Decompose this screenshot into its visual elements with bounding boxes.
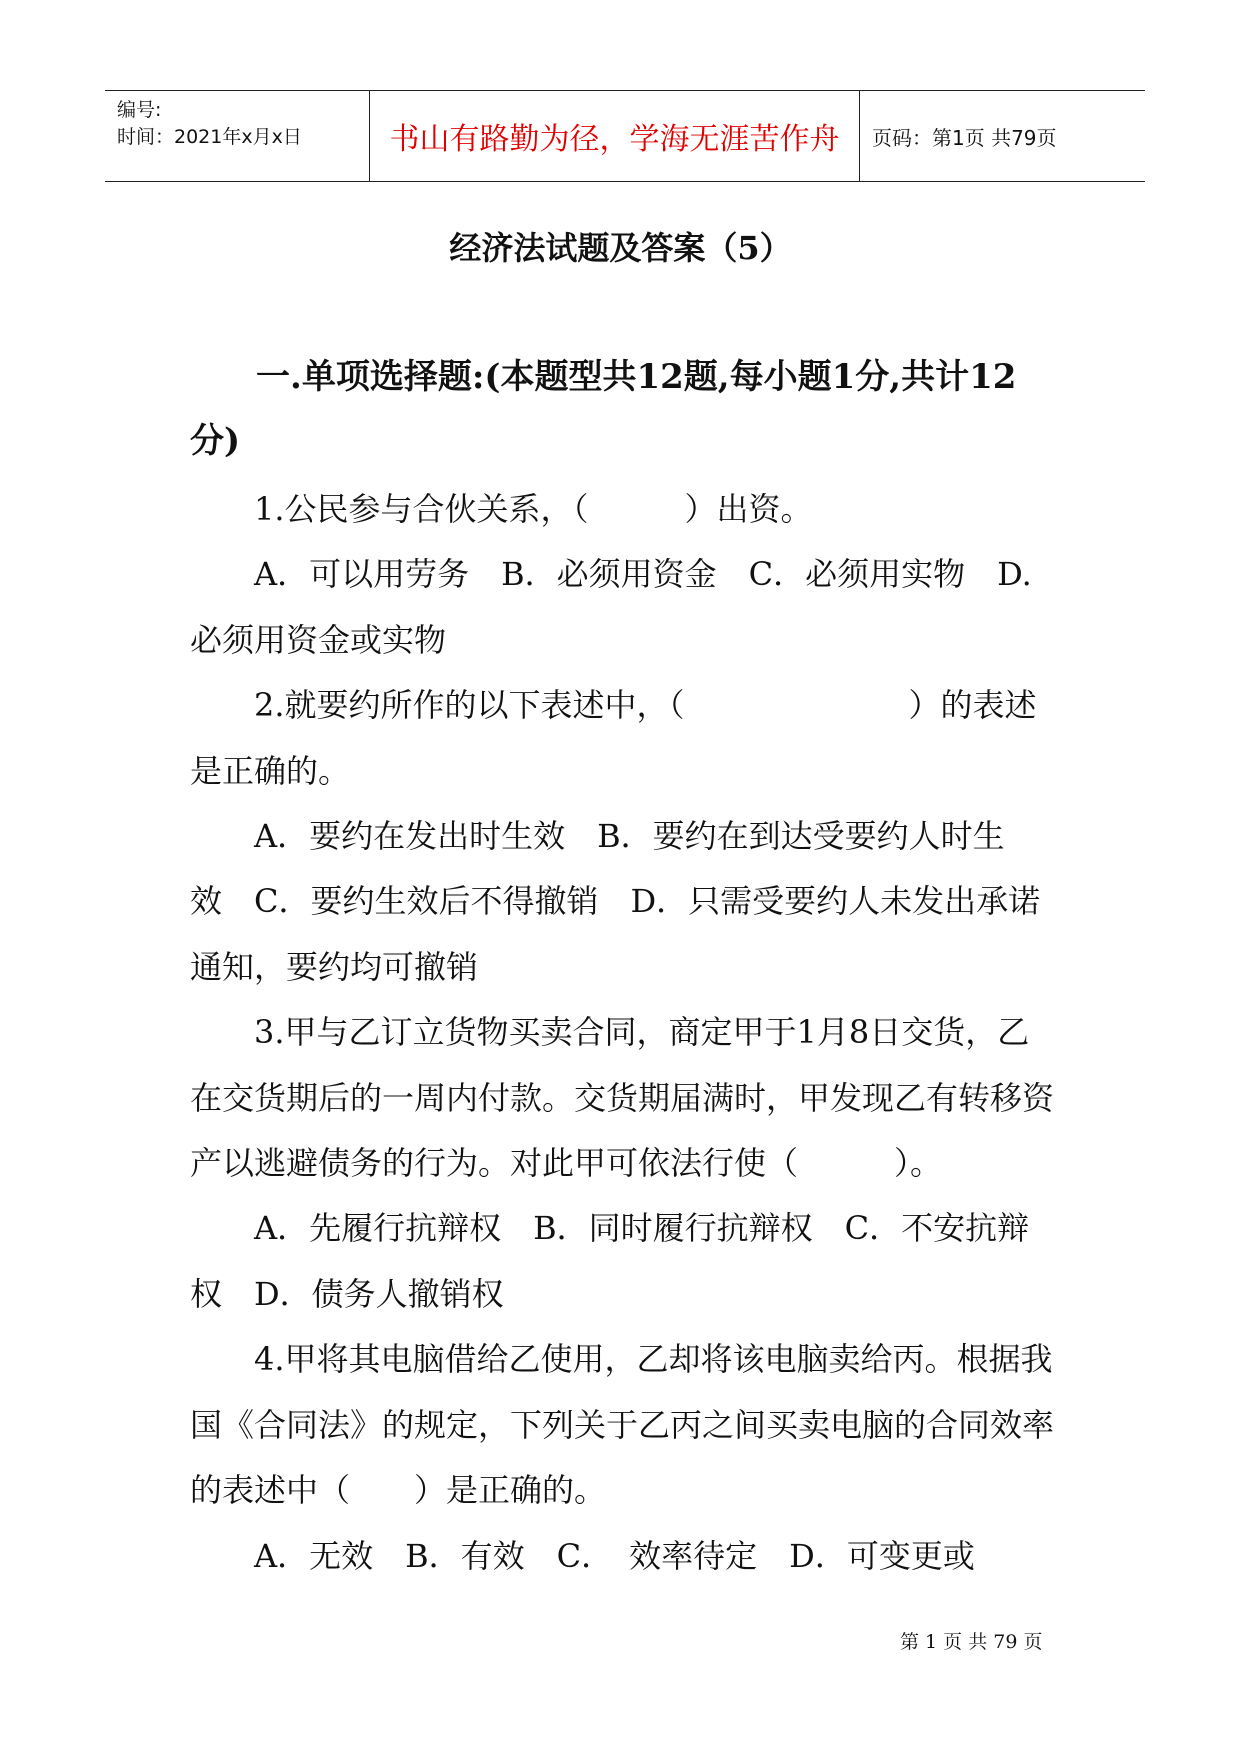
option: D．债务人撤销权 <box>254 1274 504 1313</box>
question-options <box>190 542 1060 673</box>
question-stem: 4.甲将其电脑借给乙使用，乙却将该电脑卖给丙。根据我国《合同法》的规定，下列关于乙丙之间买卖电脑的合同效率的表述中（ ）是正确的。 <box>190 1340 1055 1510</box>
header-page-label: 页码：第1页 共79页 <box>872 125 1057 150</box>
option: D. 必须用资金或实物 <box>190 555 1032 659</box>
option: B．要约在到达受要约人时生效 <box>190 817 1005 921</box>
option: B．必须用资金 <box>501 555 717 594</box>
option: D．可变更或 <box>789 1536 975 1575</box>
option: C．必须用实物 <box>748 555 966 594</box>
question-stem: 2.就要约所作的以下表述中，（ ）的表述是正确的。 <box>190 686 1037 790</box>
document-number-label: 编号: <box>117 99 162 121</box>
page-footer: 第 1 页 共 79 页 <box>900 1631 1043 1653</box>
option: B．有效 <box>405 1536 525 1575</box>
document-time-label: 时间：2021年x月x日 <box>117 126 302 148</box>
header-motto: 书山有路勤为径，学海无涯苦作舟 <box>370 91 860 181</box>
option: D．只需受要约人未发出承诺通知，要约均可撤销 <box>190 882 1041 986</box>
option: A．无效 <box>254 1536 374 1575</box>
option: B．同时履行抗辩权 <box>533 1209 813 1248</box>
question-stem: 3.甲与乙订立货物买卖合同，商定甲于1月8日交货，乙在交货期后的一周内付款。交货期届满时，甲发现乙有转移资产以逃避债务的行为。对此甲可依法行使（ ）。 <box>190 1013 1055 1183</box>
option: C． 效率待定 <box>556 1536 758 1575</box>
option: A．可以用劳务 <box>254 555 470 594</box>
document-title: 经济法试题及答案（5） <box>449 229 792 267</box>
section-heading: 一.单项选择题:(本题型共12题,每小题1分,共计12分) <box>190 357 1017 461</box>
option: A．要约在发出时生效 <box>254 817 566 856</box>
option: A．先履行抗辩权 <box>254 1209 502 1248</box>
option: C．不安抗辩权 <box>190 1209 1030 1313</box>
page-header <box>105 90 1145 182</box>
question-options <box>190 1196 1060 1327</box>
header-meta <box>105 91 370 181</box>
question-options <box>190 1524 1060 1589</box>
question-options <box>190 804 1060 1000</box>
option: C．要约生效后不得撤销 <box>254 882 599 921</box>
question-list <box>190 477 1060 1589</box>
question-stem: 1.公民参与合伙关系，（ ）出资。 <box>254 490 813 528</box>
